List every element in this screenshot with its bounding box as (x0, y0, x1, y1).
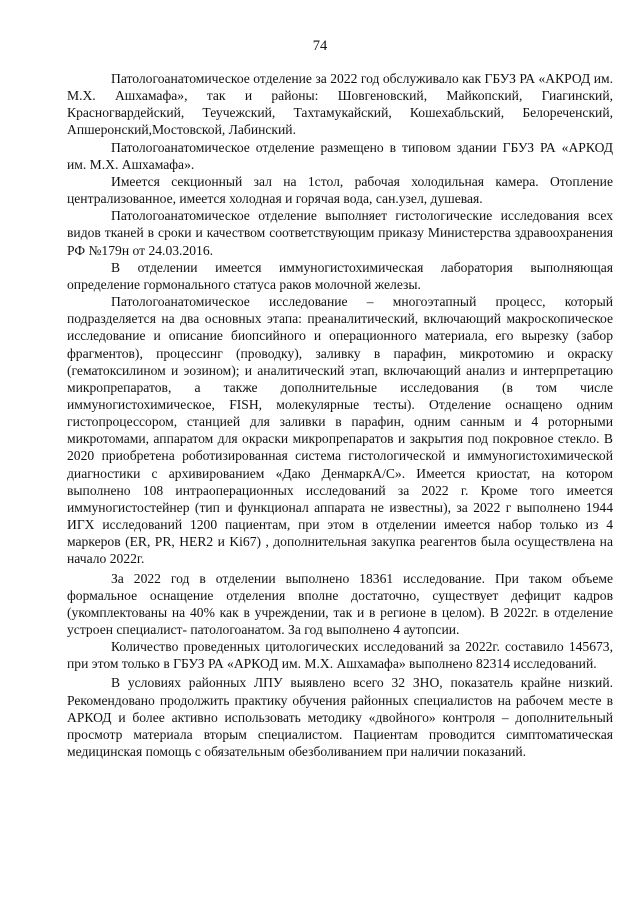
paragraph-facilities: Имеется секционный зал на 1стол, рабочая холодильная камера. Отопление централизованное, имеется холодная и горячая вода, сан.узел, душевая. (67, 173, 613, 207)
paragraph-building: Патологоанатомическое отделение размещено в типовом здании ГБУЗ РА «АРКОД им. М.Х. Ашхамафа». (67, 139, 613, 172)
paragraph-recommendations: В условиях районных ЛПУ выявлено всего 32 ЗНО, показатель крайне низкий. Рекомендовано продолжить практику обучения районных специалистов на рабочем месте в АРКОД и более активно использовать методику «двойного» контроля – дополнительный просмотр материала вторым специалистом. Пациентам проводится симптоматическая медицинская помощь с обязательным обезболиванием при наличии показаний. (67, 675, 613, 760)
paragraph-workload-staffing: За 2022 год в отделении выполнено 18361 исследование. При таком объеме формальное оснащение отделения вполне достаточно, существует дефицит кадров (укомплектованы на 40% как в учреждении, так и в регионе в целом). В 2022г. в отделение устроен специалист- патологоанатом. За год выполнено 4 аутопсии. (67, 570, 613, 637)
paragraph-cytology: Количество проведенных цитологических исследований за 2022г. составило 145673, при этом только в ГБУЗ РА «АРКОД им. М.Х. Ашхамафа» выполнено 82314 исследований. (67, 639, 613, 672)
paragraph-histology-standards: Патологоанатомическое отделение выполняет гистологические исследования всех видов тканей в сроки и качеством соответствующим приказу Министерства здравоохранения РФ №179н от 24.03.2016. (67, 208, 613, 258)
paragraph-service-area: Патологоанатомическое отделение за 2022 год обслуживало как ГБУЗ РА «АКРОД им. М.Х. Ашхамафа», так и районы: Шовгеновский, Майкопский, Гиагинский, Красногвардейский, Теучежский, Тахтамукайский, Кошехабльский, Белореченский, Апшеронский,Мостовской, Лабинский. (67, 71, 613, 138)
document-body (67, 70, 613, 760)
page-number: 74 (312, 38, 328, 54)
paragraph-ihc-lab: В отделении имеется иммуногистохимическая лаборатория выполняющая определение гормонального статуса раков молочной железы. (67, 259, 613, 292)
paragraph-process-equipment: Патологоанатомическое исследование – многоэтапный процесс, который подразделяется на два основных этапа: преаналитический, включающий макроскопическое исследование и описание биопсийного и операционного материала, его вырезку (забор фрагментов), процессинг (проводку), заливку в парафин, микротомию и окраску (гематоксилином и эозином); и аналитический этап, включающий анализ и интерпретацию микропрепаратов, а также дополнительные исследования (в том числе иммуногистохимическое, FISH, молекулярные тесты). Отделение оснащено одним гистопроцессором, станцией для заливки в парафин, одним санным и 4 роторными микротомами, аппаратом для окраски микропрепаратов и закрытия под покровное стекло. В 2020 приобретена роботизированная система гистологической и иммуногистохимической диагностики с архивированием «Дако ДенмаркА/С». Имеется криостат, на котором выполнено 108 интраоперационных исследований за 2022 г. Кроме того имеется иммуногистостейнер (тип и функционал аппарата не известны), за 2022 г выполнено 1944 ИГХ исследований 1200 пациентам, при этом в отделении имеется набор только из 4 маркеров (ER, PR, HER2 и Ki67) , дополнительная закупка реагентов была осуществлена на начало 2022г. (67, 294, 613, 567)
